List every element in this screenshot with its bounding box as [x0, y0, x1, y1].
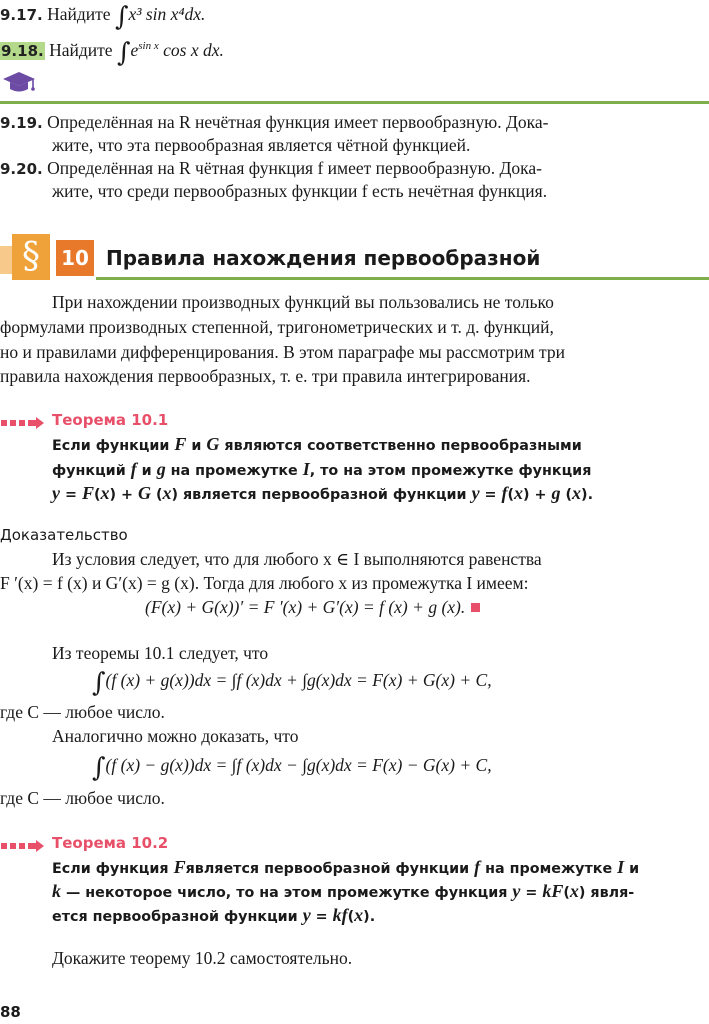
problem-expression: x³ sin x⁴dx.: [128, 4, 206, 24]
intro-line: При нахождении производных функций вы пользовались не только: [52, 292, 554, 312]
integral-sign: ∫: [114, 2, 129, 32]
consequence-note: где C — любое число.: [0, 788, 165, 808]
problem-verb: Найдите: [49, 40, 113, 60]
consequence-formula2: [92, 753, 492, 783]
exercise-text: Докажите теорему 10.2 самостоятельно.: [52, 948, 353, 968]
problem-number: 9.20.: [0, 160, 43, 178]
problem-9-17: [0, 2, 205, 32]
problem-verb: Найдите: [47, 4, 111, 24]
page-number: 88: [0, 1003, 21, 1021]
formula-text: (f (x) + g(x))dx = ∫f (x)dx + ∫g(x)dx = F(x) + G(x) + C,: [105, 670, 492, 690]
proof-line: Из условия следует, что для любого x ∈ I выполняются равенства: [52, 549, 542, 569]
problem-expression-exponent: sin x: [138, 40, 159, 53]
theorem-line: y = F(x) + G (x) является первообразной функции y = f(x) + g (x).: [52, 483, 593, 503]
problem-expression-rest: cos x dx.: [158, 40, 224, 60]
problem-9-20: [0, 158, 542, 179]
consequence-intro: Из теоремы 10.1 следует, что: [52, 643, 269, 663]
section-stripe: [0, 246, 12, 274]
theorem-line: Если функции F и G являются соответственно первообразными: [52, 434, 582, 454]
intro-line: правила нахождения первообразных, т. е. три правила интегрирования.: [0, 366, 531, 386]
integral-sign: ∫: [116, 38, 131, 68]
formula-text: (f (x) − g(x))dx = ∫f (x)dx − ∫g(x)dx = F(x) − G(x) + C,: [105, 755, 492, 775]
theorem-arrow-icon: [0, 414, 46, 428]
qed-square-icon: [471, 603, 480, 612]
theorem-line: Если функция Fявляется первообразной функции f на промежутке I и: [52, 857, 640, 877]
problem-number: 9.17.: [0, 6, 43, 24]
problem-9-18: [0, 38, 224, 68]
integral-sign: ∫: [92, 753, 106, 783]
problem-9-19: [0, 112, 549, 133]
theorem-title: Теорема 10.2: [52, 834, 169, 852]
problem-text-line1: Определённая на R чётная функция f имеет первообразную. Дока-: [47, 158, 542, 178]
problem-text-line2: жите, что среди первообразных функции f есть нечётная функция.: [52, 181, 548, 201]
proof-formula-text: (F(x) + G(x))′ = F ′(x) + G′(x) = f (x) + g (x).: [145, 597, 466, 617]
problem-text-line2: жите, что эта первообразная является чётной функцией.: [52, 135, 471, 155]
problem-text-line1: Определённая на R нечётная функция имеет первообразную. Дока-: [47, 112, 549, 132]
problem-number: 9.18.: [1, 42, 44, 60]
integral-sign: ∫: [92, 668, 106, 698]
section-title-underline: [96, 277, 709, 280]
problem-number: 9.19.: [0, 114, 43, 132]
proof-line: F ′(x) = f (x) и G′(x) = g (x). Тогда для любого x из промежутка I имеем:: [0, 573, 529, 593]
section-number: 10: [56, 240, 94, 276]
theorem-title: Теорема 10.1: [52, 411, 169, 429]
section-title: Правила нахождения первообразной: [106, 246, 541, 270]
proof-formula: [145, 597, 480, 618]
section-symbol: §: [12, 234, 50, 280]
intro-line: формулами производных степенной, тригонометрических и т. д. функций,: [0, 317, 554, 337]
consequence-formula1: [92, 668, 492, 698]
theorem-line: k — некоторое число, то на этом промежутке функция y = kF(x) явля-: [52, 881, 635, 901]
theorem-arrow-icon: [0, 837, 46, 851]
problem-expression-base: e: [130, 40, 139, 60]
theorem-line: функций f и g на промежутке I, то на этом промежутке функция: [52, 459, 592, 479]
intro-line: но и правилами дифференцирования. В этом параграфе мы рассмотрим три: [0, 342, 566, 362]
proof-heading: Доказательство: [0, 526, 128, 544]
graduation-cap-icon: [2, 70, 36, 96]
section-divider: [0, 101, 709, 104]
consequence-intro2: Аналогично можно доказать, что: [52, 726, 299, 746]
theorem-line: ется первообразной функции y = kf(x).: [52, 905, 376, 925]
consequence-note: где C — любое число.: [0, 702, 165, 722]
